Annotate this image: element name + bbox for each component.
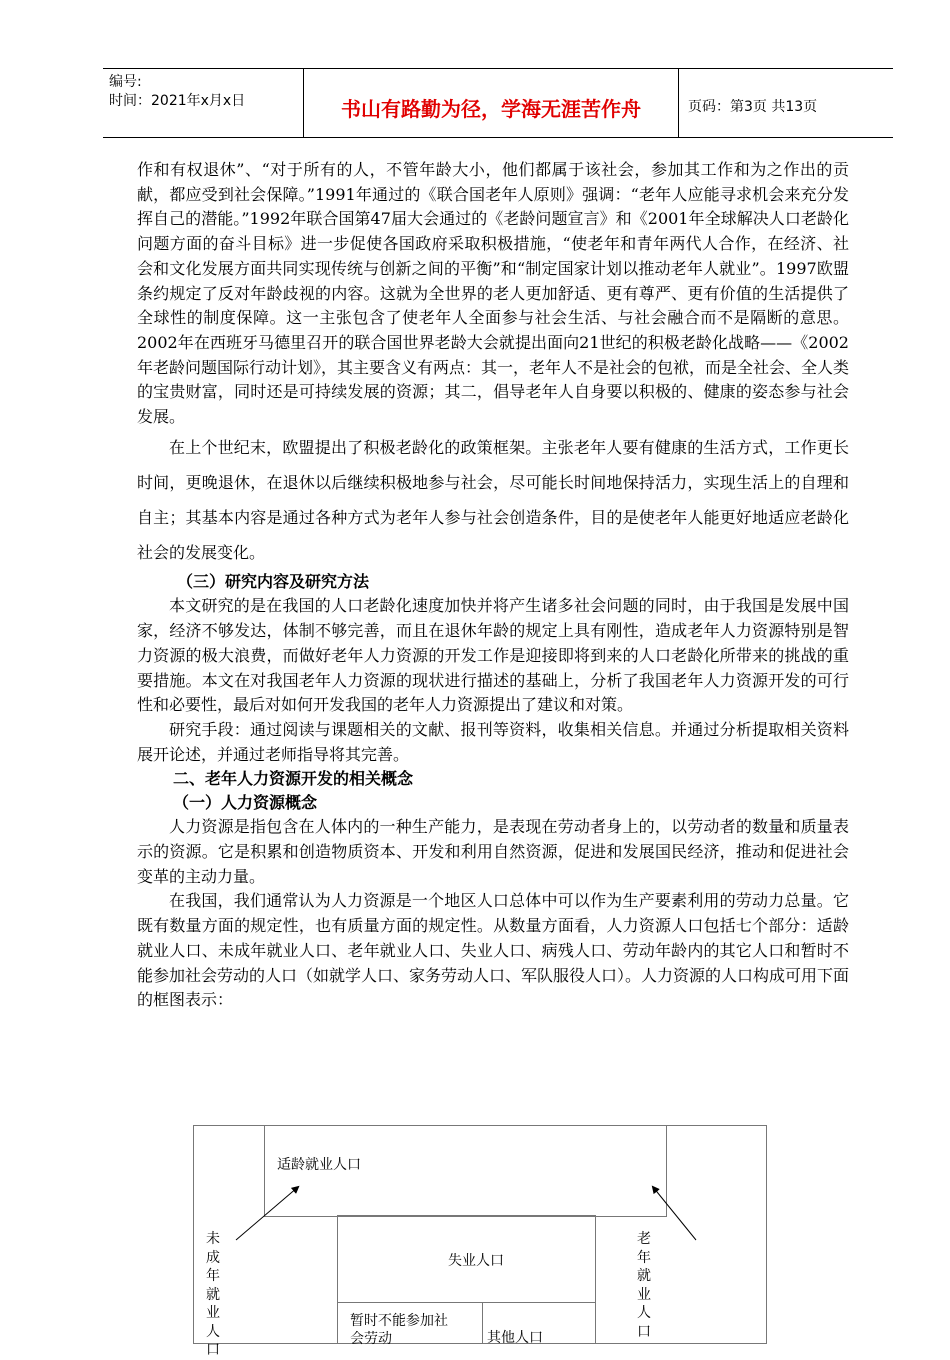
document-number-label: 编号: <box>109 74 142 90</box>
heading-research-methods: （三）研究内容及研究方法 <box>177 571 370 591</box>
paragraph-hr-definition: 人力资源是指包含在人体内的一种生产能力，是表现在劳动者身上的，以劳动者的数量和质量表示的资源。它是积累和创造物质资本、开发和利用自然资源，促进和发展国民经济，推动和促进社会变革的主动力量。 <box>137 817 849 886</box>
heading-section-two: 二、老年人力资源开发的相关概念 <box>173 769 414 789</box>
paragraph-research-content: 本文研究的是在我国的人口老龄化速度加快并将产生诸多社会问题的同时，由于我国是发展中国家，经济不够发达，体制不够完善，而且在退休年龄的规定上具有刚性，造成老年人力资源特别是智力资源的极大浪费，而做好老年人力资源的开发工作是迎接即将到来的人口老龄化所带来的挑战的重要措施。本文在对我国老年人力资源的现状进行描述的基础上，分析了我国老年人力资源开发的可行性和必要性，最后对如何开发我国的老年人力资源提出了建议和对策。 <box>137 596 849 715</box>
header-info-cell <box>103 69 303 137</box>
paragraph-hr-composition: 在我国，我们通常认为人力资源是一个地区人口总体中可以作为生产要素利用的劳动力总量。它既有数量方面的规定性，也有质量方面的规定性。从数量方面看，人力资源人口包括七个部分：适龄就业人口、未成年就业人口、老年就业人口、失业人口、病残人口、劳动年龄内的其它人口和暂时不能参加社会劳动的人口（如就学人口、家务劳动人口、军队服役人口）。人力资源的人口构成可用下面的框图表示： <box>137 891 850 1010</box>
header-motto-cell <box>303 69 679 137</box>
header-page-cell <box>678 69 893 137</box>
other-population-label: 其他人口 <box>487 1330 543 1346</box>
header-motto: 书山有路勤为径，学海无涯苦作舟 <box>341 97 641 121</box>
page-number: 页码：第3页 共13页 <box>688 99 818 115</box>
unemployed-label: 失业人口 <box>448 1253 504 1269</box>
population-structure-diagram <box>193 1125 767 1358</box>
arrow-minor-to-working <box>236 1187 298 1240</box>
paragraph-eu-framework: 在上个世纪末，欧盟提出了积极老龄化的政策框架。主张老年人要有健康的生活方式，工作更长时间，更晚退休，在退休以后继续积极地参与社会，尽可能长时间地保持活力，实现生活上的自理和自主；其基本内容是通过各种方式为老年人参与社会创造条件，目的是使老年人能更好地适应老龄化社会的发展变化。 <box>137 437 849 562</box>
document-time-label: 时间：2021年x月x日 <box>109 93 246 109</box>
working-age-label: 适龄就业人口 <box>277 1157 361 1173</box>
page-header <box>103 68 893 138</box>
temporary-label: 暂时不能参加社会劳动 <box>350 1313 448 1347</box>
diagram-arrows <box>193 1125 767 1344</box>
elderly-employment-label: 老年就业人口 <box>637 1231 651 1340</box>
paragraph-research-means: 研究手段：通过阅读与课题相关的文献、报刊等资料，收集相关信息。并通过分析提取相关资料展开论述，并通过老师指导将其完善。 <box>137 719 849 764</box>
heading-hr-concept: （一）人力资源概念 <box>173 793 318 813</box>
minor-employment-label: 未成年就业人口 <box>206 1231 220 1358</box>
document-body <box>137 158 849 1013</box>
arrow-elderly-to-working <box>653 1187 696 1240</box>
paragraph-legal-principles: 作和有权退休”、“对于所有的人，不管年龄大小，他们都属于该社会，参加其工作和为之作出的贡献，都应受到社会保障。”1991年通过的《联合国老年人原则》强调：“老年人应能寻求机会来充分发挥自己的潜能。”1992年联合国第47届大会通过的《老龄问题宣言》和《2001年全球解决人口老龄化问题方面的奋斗目标》进一步促使各国政府采取积极措施，“使老年和青年两代人合作，在经济、社会和文化发展方面共同实现传统与创新之间的平衡”和“制定国家计划以推动老年人就业”。1997欧盟条约规定了反对年龄歧视的内容。这就为全世界的老人更加舒适、更有尊严、更有价值的生活提供了全球性的制度保障。这一主张包含了使老年人全面参与社会生活、与社会融合而不是隔断的意思。2002年在西班牙马德里召开的联合国世界老龄大会就提出面向21世纪的积极老龄化战略——《2002年老龄问题国际行动计划》，其主要含义有两点：其一，老年人不是社会的包袱，而是全社会、全人类的宝贵财富，同时还是可持续发展的资源；其二，倡导老年人自身要以积极的、健康的姿态参与社会发展。 <box>137 160 850 427</box>
